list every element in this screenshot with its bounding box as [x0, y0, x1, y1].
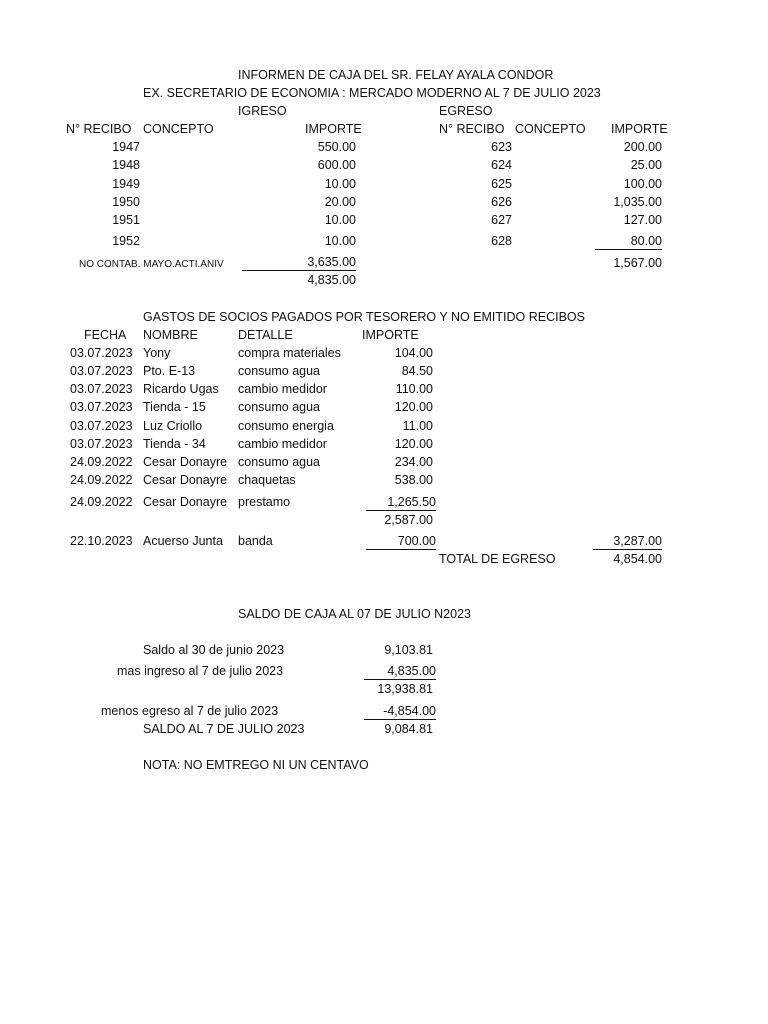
partner-expenses-title: GASTOS DE SOCIOS PAGADOS POR TESORERO Y NO EMITIDO RECIBOS	[143, 310, 585, 324]
partner-final-date: 22.10.2023	[70, 534, 133, 548]
income-extra-amount: 3,635.00	[242, 254, 356, 271]
partner-amount: 84.50	[401, 364, 433, 378]
partner-name: Yony	[143, 346, 171, 360]
income-amount: 20.00	[324, 195, 356, 209]
expense-receipts-total: 1,567.00	[613, 256, 662, 270]
partner-date: 03.07.2023	[70, 346, 133, 360]
income-section-label: IGRESO	[238, 104, 287, 118]
partner-date: 24.09.2022	[70, 495, 133, 509]
plus-income-label: mas ingreso al 7 de julio 2023	[117, 664, 284, 678]
partner-amount: 120.00	[394, 400, 433, 414]
expense-receipt: 625	[491, 177, 512, 191]
partner-amount: 1,265.50	[366, 494, 436, 511]
total-expense-label: TOTAL DE EGRESO	[439, 552, 556, 566]
expense-amount-header: IMPORTE	[611, 122, 668, 136]
partner-detail: prestamo	[238, 495, 291, 509]
total-expense-value: 4,854.00	[613, 552, 662, 566]
partner-final-detail: banda	[238, 534, 273, 548]
expense-concept-header: CONCEPTO	[515, 122, 586, 136]
partner-amount: 104.00	[394, 346, 433, 360]
expense-amount: 200.00	[623, 140, 662, 154]
expense-receipt: 628	[491, 234, 512, 248]
partner-name: Tienda - 15	[143, 400, 206, 414]
expense-receipt: 624	[491, 158, 512, 172]
partner-amount: 110.00	[395, 382, 433, 396]
partner-detail: consumo agua	[238, 400, 321, 414]
expense-amount: 25.00	[630, 158, 662, 172]
expense-amount: 80.00	[595, 233, 662, 250]
partner-name: Pto. E-13	[143, 364, 196, 378]
income-receipt: 1950	[112, 195, 140, 209]
expense-receipt: 623	[491, 140, 512, 154]
closing-balance-label: SALDO AL 7 DE JULIO 2023	[143, 722, 305, 736]
income-amount: 10.00	[324, 177, 356, 191]
partner-date: 24.09.2022	[70, 473, 133, 487]
partner-detail: consumo energia	[238, 419, 334, 433]
partner-amount: 11.00	[402, 419, 433, 433]
income-receipt: 1948	[112, 158, 140, 172]
partner-name: Cesar Donayre	[143, 455, 228, 469]
opening-balance-label: Saldo al 30 de junio 2023	[143, 643, 285, 657]
expense-section-label: EGRESO	[439, 104, 493, 118]
partner-amount: 234.00	[394, 455, 433, 469]
partner-date-header: FECHA	[84, 328, 127, 342]
income-amount-header: IMPORTE	[305, 122, 362, 136]
expense-amount: 127.00	[623, 213, 662, 227]
income-amount: 10.00	[324, 213, 356, 227]
partner-date: 03.07.2023	[70, 382, 133, 396]
partner-detail: consumo agua	[238, 364, 321, 378]
partner-name: Ricardo Ugas	[143, 382, 219, 396]
partner-name: Cesar Donayre	[143, 495, 228, 509]
partner-name-header: NOMBRE	[143, 328, 198, 342]
partner-name: Cesar Donayre	[143, 473, 228, 487]
partner-subtotal: 2,587.00	[384, 513, 433, 527]
closing-balance-value: 9,084.81	[384, 722, 433, 736]
report-subtitle: EX. SECRETARIO DE ECONOMIA : MERCADO MODERNO AL 7 DE JULIO 2023	[143, 86, 601, 100]
income-receipt: 1951	[112, 213, 140, 227]
partner-date: 03.07.2023	[70, 400, 133, 414]
partner-date: 03.07.2023	[70, 419, 133, 433]
plus-income-value: 4,835.00	[364, 663, 436, 680]
minus-expense-value: -4,854.00	[364, 703, 436, 720]
sum-value: 13,938.81	[377, 682, 433, 696]
right-subtotal: 3,287.00	[593, 533, 662, 550]
partner-final-name: Acuerso Junta	[143, 534, 223, 548]
partner-final-amount: 700.00	[366, 533, 436, 550]
partner-amount: 538.00	[394, 473, 433, 487]
partner-amount: 120.00	[394, 437, 433, 451]
income-extra-concept: NO CONTAB. MAYO.ACTI.ANIV	[79, 259, 224, 270]
income-amount: 10.00	[324, 234, 356, 248]
partner-date: 24.09.2022	[70, 455, 133, 469]
expense-receipt: 627	[491, 213, 512, 227]
partner-date: 03.07.2023	[70, 437, 133, 451]
opening-balance-value: 9,103.81	[384, 643, 433, 657]
expense-receipt: 626	[491, 195, 512, 209]
partner-detail: compra materiales	[238, 346, 341, 360]
partner-detail: consumo agua	[238, 455, 321, 469]
income-amount: 600.00	[317, 158, 356, 172]
income-receipt: 1949	[112, 177, 140, 191]
expense-amount: 100.00	[623, 177, 662, 191]
partner-amount-header: IMPORTE	[362, 328, 419, 342]
partner-date: 03.07.2023	[70, 364, 133, 378]
partner-detail: cambio medidor	[238, 437, 327, 451]
income-receipt: 1952	[112, 234, 140, 248]
partner-detail: cambio medidor	[238, 382, 327, 396]
partner-name: Luz Criollo	[143, 419, 203, 433]
partner-name: Tienda - 34	[143, 437, 206, 451]
report-title: INFORMEN DE CAJA DEL SR. FELAY AYALA CONDOR	[238, 68, 554, 82]
balance-title: SALDO DE CAJA AL 07 DE JULIO N2023	[238, 607, 471, 621]
income-receipt: 1947	[112, 140, 140, 154]
minus-expense-label: menos egreso al 7 de julio 2023	[101, 704, 279, 718]
note: NOTA: NO EMTREGO NI UN CENTAVO	[143, 758, 369, 772]
expense-amount: 1,035.00	[613, 195, 662, 209]
income-receipt-header: N° RECIBO	[66, 122, 132, 136]
partner-detail-header: DETALLE	[238, 328, 293, 342]
income-concept-header: CONCEPTO	[143, 122, 214, 136]
partner-detail: chaquetas	[238, 473, 296, 487]
expense-receipt-header: N° RECIBO	[439, 122, 505, 136]
income-amount: 550.00	[317, 140, 356, 154]
income-total: 4,835.00	[307, 273, 356, 287]
